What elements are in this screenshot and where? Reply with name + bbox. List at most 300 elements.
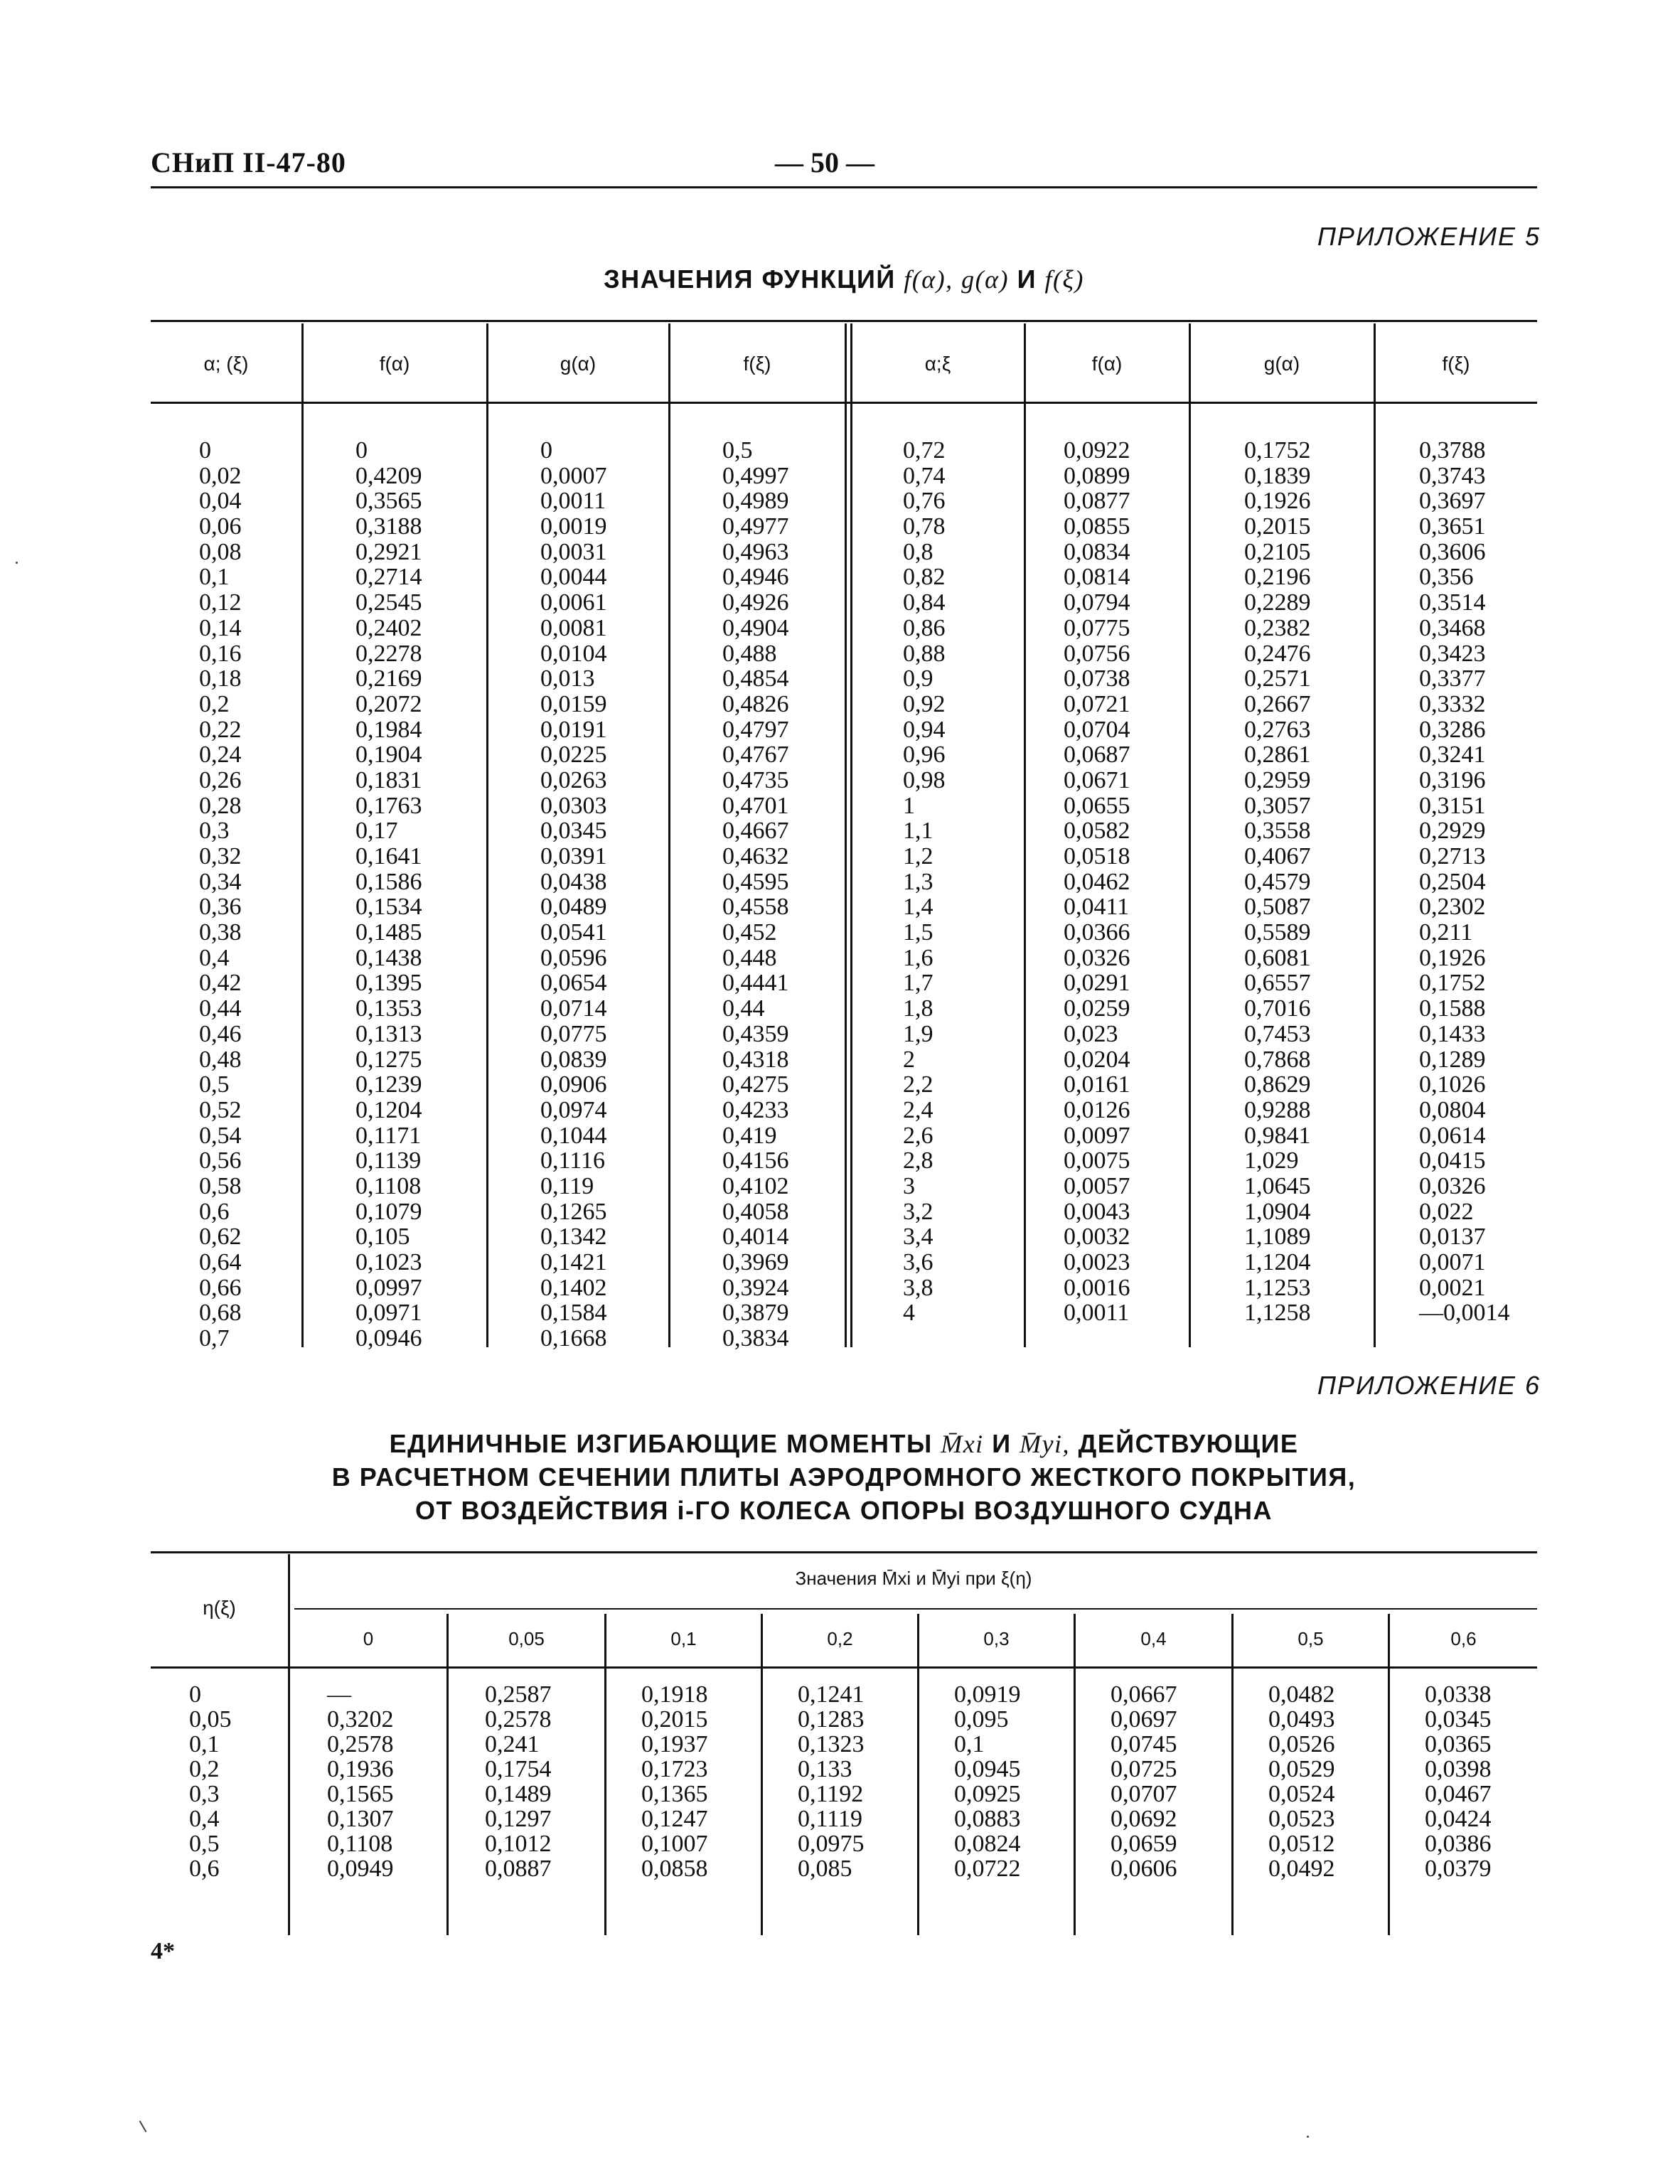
table-cell: — (327, 1681, 351, 1708)
table-cell: 0,3743 (1419, 462, 1486, 489)
table-cell: 0,0438 (540, 868, 607, 895)
table-cell: 0,72 (903, 437, 946, 464)
table-cell: 0,1485 (355, 919, 422, 946)
table-cell: 0,1926 (1244, 488, 1311, 515)
table6-group-rule (294, 1608, 1537, 1610)
table-cell: 0,0462 (1064, 868, 1130, 895)
table-cell: 0,24 (199, 742, 242, 769)
table-cell: 0,085 (798, 1856, 852, 1882)
table-cell: 0,58 (199, 1172, 242, 1199)
table-cell: 0,0044 (540, 564, 607, 591)
table5-vline (301, 323, 304, 1347)
table-cell: 0,4558 (722, 894, 789, 921)
table-cell: 0,4 (199, 944, 230, 971)
table-cell: 0,0019 (540, 513, 607, 540)
table-cell: 1,4 (903, 894, 933, 921)
table-cell: 0,4701 (722, 792, 789, 819)
table-cell: 1,0645 (1244, 1172, 1311, 1199)
table-cell: 0,0721 (1064, 690, 1130, 717)
appendix-6-title-line2: В РАСЧЕТНОМ СЕЧЕНИИ ПЛИТЫ АЭРОДРОМНОГО ЖЕСТКОГО ПОКРЫТИЯ, (331, 1462, 1357, 1492)
table5-vline (1374, 323, 1376, 1347)
table5-col-f-xi-2 (1419, 438, 1510, 1326)
table-cell: 0,2578 (327, 1731, 394, 1757)
table-cell: 0,4067 (1244, 843, 1311, 869)
table-cell: 0,0877 (1064, 488, 1130, 515)
table-cell: 3,2 (903, 1198, 933, 1225)
table-cell: 0,1247 (641, 1806, 708, 1832)
table-cell: 0,0415 (1419, 1147, 1486, 1174)
table-cell: 1,1 (903, 818, 933, 845)
table-cell: 0,0021 (1419, 1274, 1486, 1301)
scan-speck (139, 2121, 147, 2133)
table-cell: 1,0904 (1244, 1198, 1311, 1225)
signature-mark: 4* (151, 1938, 175, 1964)
table6-col-header-2: 0,1 (670, 1628, 697, 1649)
table5-col-f-xi (722, 438, 789, 1351)
table-cell: 1,9 (903, 1020, 933, 1047)
table-cell: 0,42 (199, 970, 242, 997)
table-cell: 0,0303 (540, 792, 607, 819)
table-cell: 0,96 (903, 742, 946, 769)
table-cell: 0,5087 (1244, 894, 1311, 921)
table6-col-5 (1111, 1682, 1177, 1881)
table-cell: 0,0523 (1268, 1806, 1335, 1832)
appendix-6-title-part-b: ДЕЙСТВУЮЩИЕ (1078, 1429, 1299, 1458)
table-cell: 0,3565 (355, 488, 422, 515)
table-cell: —0,0014 (1419, 1300, 1510, 1327)
table-cell: 0,4797 (722, 716, 789, 743)
table-cell: 0,94 (903, 716, 946, 743)
table-cell: 0,0582 (1064, 818, 1130, 845)
table-cell: 0,2921 (355, 538, 422, 565)
table-cell: 0,2 (189, 1756, 220, 1782)
table-cell: 0,0061 (540, 589, 607, 616)
table6-top-rule (151, 1551, 1537, 1553)
table-cell: 0,1265 (540, 1198, 607, 1225)
table-cell: 0,0906 (540, 1071, 607, 1098)
table-cell: 0,0814 (1064, 564, 1130, 591)
table6-col-header-0: 0 (363, 1628, 374, 1649)
table-cell: 1,1253 (1244, 1274, 1311, 1301)
table-cell: 0,4156 (722, 1147, 789, 1174)
table-cell: 0,0945 (954, 1756, 1021, 1782)
table-cell: 0,4595 (722, 868, 789, 895)
table-cell: 0,2713 (1419, 843, 1486, 869)
table-cell: 0,4058 (722, 1198, 789, 1225)
table-cell: 0,28 (199, 792, 242, 819)
table-cell: 0,1752 (1244, 437, 1311, 464)
table-cell: 0,0512 (1268, 1831, 1335, 1857)
table-cell: 0,06 (199, 513, 242, 540)
table-cell: 0,1012 (485, 1831, 552, 1857)
table-cell: 0,7868 (1244, 1046, 1311, 1073)
table-cell: 0,1918 (641, 1681, 708, 1708)
table-cell: 0,16 (199, 640, 242, 667)
table-cell: 0,0204 (1064, 1046, 1130, 1073)
table-cell: 0,0081 (540, 614, 607, 641)
table-cell: 3 (903, 1172, 915, 1199)
table-cell: 0,4318 (722, 1046, 789, 1073)
table-cell: 0,2 (199, 690, 230, 717)
table-cell: 0,3651 (1419, 513, 1486, 540)
table-cell: 0,1433 (1419, 1020, 1486, 1047)
table-cell: 0,0671 (1064, 766, 1130, 793)
table6-header-rule (151, 1666, 1537, 1669)
table-cell: 0,4 (189, 1806, 220, 1832)
table-cell: 0,2959 (1244, 766, 1311, 793)
table-cell: 0,0365 (1425, 1731, 1492, 1757)
table-cell: 0,095 (954, 1706, 1009, 1733)
table-cell: 1,1089 (1244, 1224, 1311, 1251)
table-cell: 0,0524 (1268, 1781, 1335, 1807)
table5-header-f-alpha-2: f(α) (1091, 353, 1123, 375)
table6-vline (1388, 1614, 1390, 1935)
table6-col-2 (641, 1682, 708, 1881)
table-cell: 0,0345 (1425, 1706, 1492, 1733)
table-cell: 0,3558 (1244, 818, 1311, 845)
table-cell: 0,0855 (1064, 513, 1130, 540)
table-cell: 0,4233 (722, 1096, 789, 1123)
table-cell: 0,0291 (1064, 970, 1130, 997)
table-cell: 0,1239 (355, 1071, 422, 1098)
table-cell: 0,0725 (1111, 1756, 1177, 1782)
table-cell: 0,0738 (1064, 665, 1130, 692)
table-cell: 0,22 (199, 716, 242, 743)
table-cell: 0,356 (1419, 564, 1474, 591)
table-cell: 0 (540, 437, 552, 464)
table-cell: 0,448 (722, 944, 777, 971)
table-cell: 0,1763 (355, 792, 422, 819)
table-cell: 0,0386 (1425, 1831, 1492, 1857)
table-cell: 0,1026 (1419, 1071, 1486, 1098)
table-cell: 0,0887 (485, 1856, 552, 1882)
table-cell: 0,4767 (722, 742, 789, 769)
table-cell: 0,2302 (1419, 894, 1486, 921)
table-cell: 0,4826 (722, 690, 789, 717)
table-cell: 0,0366 (1064, 919, 1130, 946)
table-cell: 0,3879 (722, 1300, 789, 1327)
table-cell: 0,1171 (355, 1122, 422, 1149)
table-cell: 0,1565 (327, 1781, 394, 1807)
table-cell: 0,1395 (355, 970, 422, 997)
table-cell: 0,66 (199, 1274, 242, 1301)
table-cell: 0,1839 (1244, 462, 1311, 489)
table-cell: 0,36 (199, 894, 242, 921)
table-cell: 0,84 (903, 589, 946, 616)
document-code: СНиП II-47-80 (151, 146, 346, 178)
table-cell: 0,133 (798, 1756, 852, 1782)
table5-vline-double (845, 323, 847, 1347)
appendix-6-title-and: И (992, 1429, 1012, 1458)
table-cell: 0,5 (189, 1831, 220, 1857)
table-cell: 0,86 (903, 614, 946, 641)
appendix-5-title-prefix: ЗНАЧЕНИЯ ФУНКЦИЙ (604, 264, 896, 294)
table-cell: 0,0654 (540, 970, 607, 997)
table-cell: 0,0032 (1064, 1224, 1130, 1251)
table-cell: 0,6 (189, 1856, 220, 1882)
table5-top-rule (151, 320, 1537, 322)
table-cell: 0,5589 (1244, 919, 1311, 946)
table-cell: 0,0424 (1425, 1806, 1492, 1832)
table-cell: 0,9 (903, 665, 933, 692)
table-cell: 0,2667 (1244, 690, 1311, 717)
table5-header-g-alpha-2: g(α) (1263, 353, 1300, 375)
table5-vline (1024, 323, 1026, 1347)
table-cell: 0,1192 (798, 1781, 864, 1807)
table-cell: 0,0493 (1268, 1706, 1335, 1733)
table-cell: 0,0883 (954, 1806, 1021, 1832)
table-cell: 0,3606 (1419, 538, 1486, 565)
table-cell: 0,0159 (540, 690, 607, 717)
table-cell: 0,1668 (540, 1325, 607, 1352)
table5-vline (1189, 323, 1191, 1347)
table-cell: 0,0011 (1064, 1300, 1130, 1327)
table-cell: 0,1723 (641, 1756, 708, 1782)
table6-vline (917, 1614, 919, 1935)
table-cell: 0,1489 (485, 1781, 552, 1807)
table-cell: 0,3697 (1419, 488, 1486, 515)
table-cell: 0,2196 (1244, 564, 1311, 591)
table-cell: 0,78 (903, 513, 946, 540)
table-cell: 0,0692 (1111, 1806, 1177, 1832)
table6-vline (761, 1614, 763, 1935)
table-cell: 0,1904 (355, 742, 422, 769)
table-cell: 0,0596 (540, 944, 607, 971)
table-cell: 0,2289 (1244, 589, 1311, 616)
table-cell: 0,1641 (355, 843, 422, 869)
table-cell: 0,022 (1419, 1198, 1474, 1225)
table-cell: 0,2278 (355, 640, 422, 667)
table-cell: 0,0482 (1268, 1681, 1335, 1708)
table-cell: 0,2072 (355, 690, 422, 717)
table-cell: 0,1297 (485, 1806, 552, 1832)
table6-col-4 (954, 1682, 1021, 1881)
table-cell: 0,4667 (722, 818, 789, 845)
table-cell: 0,0137 (1419, 1224, 1486, 1251)
table-cell: 0,452 (722, 919, 777, 946)
table-cell: 0,419 (722, 1122, 777, 1149)
table-cell: 0,6 (199, 1198, 230, 1225)
table-cell: 0,02 (199, 462, 242, 489)
table-cell: 0,1342 (540, 1224, 607, 1251)
table5-header-alpha-xi-2: α;ξ (924, 353, 951, 375)
table-cell: 0,2578 (485, 1706, 552, 1733)
table-cell: 3,4 (903, 1224, 933, 1251)
appendix-6-title-part-a: ЕДИНИЧНЫЕ ИЗГИБАЮЩИЕ МОМЕНТЫ (389, 1429, 933, 1458)
table-cell: 0,0946 (355, 1325, 422, 1352)
table-cell: 0,1353 (355, 995, 422, 1022)
table-cell: 0,1752 (1419, 970, 1486, 997)
table-cell: 1,5 (903, 919, 933, 946)
table-cell: 2,8 (903, 1147, 933, 1174)
table-cell: 0,1007 (641, 1831, 708, 1857)
table-cell: 0,2402 (355, 614, 422, 641)
appendix-5-title (151, 264, 1537, 294)
table-cell: 1,7 (903, 970, 933, 997)
table-cell: 3,8 (903, 1274, 933, 1301)
table-cell: 0,1108 (327, 1831, 393, 1857)
table-cell: 0,3924 (722, 1274, 789, 1301)
table-cell: 0,3188 (355, 513, 422, 540)
table-cell: 0,0398 (1425, 1756, 1492, 1782)
table-cell: 0,68 (199, 1300, 242, 1327)
table-cell: 0,0775 (1064, 614, 1130, 641)
table-cell: 0,92 (903, 690, 946, 717)
table-cell: 0,0011 (540, 488, 606, 515)
table5-col-f-alpha-2 (1064, 438, 1130, 1326)
table-cell: 0,0326 (1419, 1172, 1486, 1199)
table-cell: 0,1307 (327, 1806, 394, 1832)
table-cell: 0,0126 (1064, 1096, 1130, 1123)
header-rule (151, 186, 1537, 188)
table-cell: 0,1323 (798, 1731, 865, 1757)
table6-col-eta (189, 1682, 232, 1881)
table-cell: 0,0824 (954, 1831, 1021, 1857)
table-cell: 0,4989 (722, 488, 789, 515)
table-cell: 0,4359 (722, 1020, 789, 1047)
table6-col-header-6: 0,5 (1298, 1628, 1324, 1649)
table-cell: 0,8 (903, 538, 933, 565)
table-cell: 0,1534 (355, 894, 422, 921)
table-cell: 0,1438 (355, 944, 422, 971)
table-cell: 0,0858 (641, 1856, 708, 1882)
table-cell: 0,46 (199, 1020, 242, 1047)
table-cell: 0,0379 (1425, 1856, 1492, 1882)
table-cell: 0,9288 (1244, 1096, 1311, 1123)
table-cell: 0,4963 (722, 538, 789, 565)
table-cell: 0,1421 (540, 1249, 607, 1275)
table-cell: 0,54 (199, 1122, 242, 1149)
table-cell: 4 (903, 1300, 915, 1327)
table6-col-header-3: 0,2 (827, 1628, 853, 1649)
table-cell: 0,08 (199, 538, 242, 565)
table-cell: 0,3286 (1419, 716, 1486, 743)
table-cell: 0,0518 (1064, 843, 1130, 869)
table-cell: 0,98 (903, 766, 946, 793)
table-cell: 0,0834 (1064, 538, 1130, 565)
table-cell: 0,38 (199, 919, 242, 946)
table-cell: 0,1584 (540, 1300, 607, 1327)
table-cell: 0,0659 (1111, 1831, 1177, 1857)
table-cell: 0,0326 (1064, 944, 1130, 971)
table-cell: 0,1588 (1419, 995, 1486, 1022)
table-cell: 0,0704 (1064, 716, 1130, 743)
table-cell: 0,34 (199, 868, 242, 895)
table-cell: 0,5 (722, 437, 753, 464)
table-cell: 0,488 (722, 640, 777, 667)
table-cell: 0,4632 (722, 843, 789, 869)
table-cell: 0,1 (954, 1731, 985, 1757)
table-cell: 0,3834 (722, 1325, 789, 1352)
table-cell: 0,48 (199, 1046, 242, 1073)
table-cell: 0,0667 (1111, 1681, 1177, 1708)
table5-col-alpha (199, 438, 242, 1351)
table-cell: 0,0529 (1268, 1756, 1335, 1782)
table-cell: 0,0097 (1064, 1122, 1130, 1149)
table-cell: 0,0997 (355, 1274, 422, 1301)
table-cell: 0,12 (199, 589, 242, 616)
table-cell: 0,3788 (1419, 437, 1486, 464)
table6-row-header: η(ξ) (203, 1597, 236, 1619)
table-cell: 0,211 (1419, 919, 1473, 946)
scan-speck (1307, 2136, 1309, 2138)
table-cell: 0,1139 (355, 1147, 422, 1174)
table-cell: 0,0345 (540, 818, 607, 845)
table-cell: 0 (199, 437, 211, 464)
table-cell: 0,17 (355, 818, 398, 845)
table-cell: 0,0919 (954, 1681, 1021, 1708)
table-cell: 1,3 (903, 868, 933, 895)
table-cell: 0,023 (1064, 1020, 1118, 1047)
table-cell: 0,1023 (355, 1249, 422, 1275)
table-cell: 0,1289 (1419, 1046, 1486, 1073)
appendix-6-title-line3: ОТ ВОЗДЕЙСТВИЯ i-ГО КОЛЕСА ОПОРЫ ВОЗДУШНОГО СУДНА (414, 1496, 1273, 1525)
appendix-5-label: ПРИЛОЖЕНИЕ 5 (1317, 222, 1541, 251)
table-cell: 0,9841 (1244, 1122, 1311, 1149)
table-cell: 0,0411 (1064, 894, 1130, 921)
table-cell: 0,2861 (1244, 742, 1311, 769)
table-cell: 1,6 (903, 944, 933, 971)
table-cell: 0,4102 (722, 1172, 789, 1199)
table-cell: 1,8 (903, 995, 933, 1022)
table-cell: 0,4946 (722, 564, 789, 591)
table-cell: 0,26 (199, 766, 242, 793)
table5-vline-double (850, 323, 852, 1347)
table-cell: 0,3196 (1419, 766, 1486, 793)
table-cell: 1,029 (1244, 1147, 1299, 1174)
table-cell: 0,0016 (1064, 1274, 1130, 1301)
table-cell: 0,82 (903, 564, 946, 591)
table-cell: 0,0467 (1425, 1781, 1492, 1807)
table-cell: 0,3514 (1419, 589, 1486, 616)
table5-col-g-alpha (540, 438, 607, 1351)
table-cell: 0,1108 (355, 1172, 422, 1199)
table-cell: 0,1937 (641, 1731, 708, 1757)
table-cell: 0,2929 (1419, 818, 1486, 845)
table-cell: 0,2015 (641, 1706, 708, 1733)
table6-col-header-4: 0,3 (983, 1628, 1010, 1649)
table-cell: 0,1204 (355, 1096, 422, 1123)
table5-col-g-alpha-2 (1244, 438, 1311, 1326)
table-cell: 0,0922 (1064, 437, 1130, 464)
table-cell: 0,44 (199, 995, 242, 1022)
table6-vline (1074, 1614, 1076, 1935)
table-cell: 3,6 (903, 1249, 933, 1275)
table-cell: 0,0722 (954, 1856, 1021, 1882)
table-cell: 0,3241 (1419, 742, 1486, 769)
table6-group-header: Значения M̄xi и M̄yi при ξ(η) (795, 1568, 1032, 1589)
table-cell: 0,4904 (722, 614, 789, 641)
table-cell: 0,2571 (1244, 665, 1311, 692)
table-cell: 0,2587 (485, 1681, 552, 1708)
appendix-5-title-f-xi: f(ξ) (1044, 265, 1084, 294)
table6-col-7 (1425, 1682, 1492, 1881)
table-cell: 0,0971 (355, 1300, 422, 1327)
table-cell: 0,1402 (540, 1274, 607, 1301)
table-cell: 0,1 (189, 1731, 220, 1757)
table-cell: 0,7 (199, 1325, 230, 1352)
table-cell: 0,241 (485, 1731, 540, 1757)
table-cell: 0,0161 (1064, 1071, 1130, 1098)
table-cell: 0,3151 (1419, 792, 1486, 819)
table-cell: 0,88 (903, 640, 946, 667)
table-cell: 0,0794 (1064, 589, 1130, 616)
table-cell: 0,2545 (355, 589, 422, 616)
table-cell: 0,62 (199, 1224, 242, 1251)
table-cell: 0,1936 (327, 1756, 394, 1782)
table-cell: 1,2 (903, 843, 933, 869)
table-cell: 2,4 (903, 1096, 933, 1123)
